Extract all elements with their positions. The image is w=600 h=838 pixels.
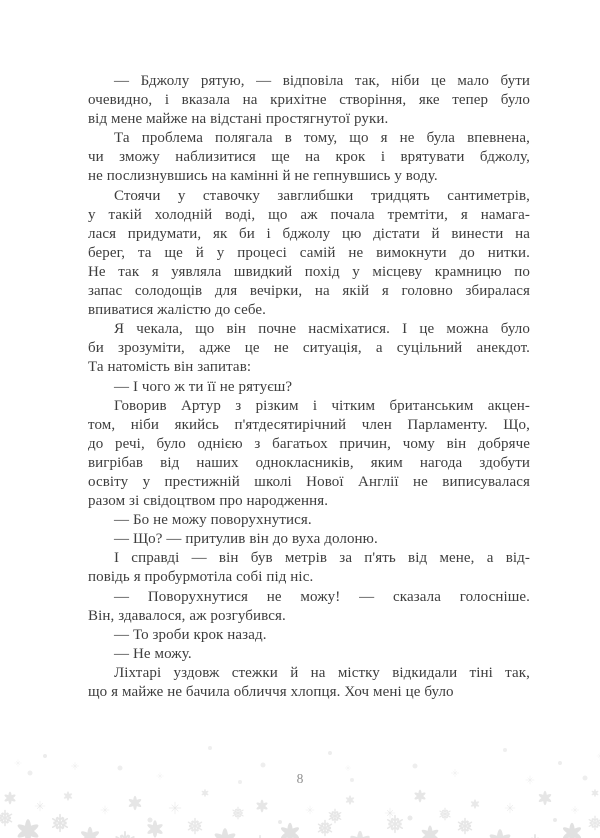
paragraph: [88, 588, 530, 626]
text-line: Та проблема полягала в тому, що я не була впевнена,: [114, 130, 530, 147]
paragraph: [88, 530, 530, 549]
snowflake-icon: [345, 795, 355, 805]
snowflake-icon: [538, 791, 552, 805]
text-line: вигрібав від наших однокласників, яким нагода здобути: [88, 454, 530, 471]
snowflake-icon: [470, 799, 480, 809]
text-line: повідь я пробурмотіла собі під ніс.: [88, 569, 314, 586]
text-line: у такій холодній воді, що аж почала тремтіти, я намага-: [88, 206, 530, 223]
snowflake-icon: [118, 766, 123, 771]
snowflake-ornament: [0, 738, 600, 838]
paragraph: [88, 129, 530, 186]
snowflake-icon: [317, 821, 332, 836]
snowflake-icon: [591, 789, 599, 797]
snowflake-icon: [115, 832, 135, 838]
text-line: — Бджолу рятую, — відповіла так, ніби це мало бути: [114, 73, 530, 89]
paragraph: [88, 626, 530, 645]
page-text-block: [88, 72, 530, 702]
snowflake-icon: [414, 790, 427, 803]
text-line: — Бо не можу поворухнутися.: [114, 512, 312, 529]
snowflake-icon: [306, 806, 314, 814]
text-line: берег, та ще й у процесі самій не вимокнути до нитки.: [88, 244, 530, 261]
snowflake-icon: [413, 764, 418, 769]
snowflake-icon: [16, 819, 40, 838]
snowflake-icon: [71, 762, 79, 770]
paragraph: [88, 397, 530, 512]
snowflake-icon: [187, 819, 202, 834]
text-line: лася придумати, як би і бджолу цю дістати й винести на: [88, 225, 530, 242]
snowflake-icon: [488, 829, 512, 838]
text-line: — Поворухнутися не можу! — сказала голосніше.: [114, 588, 530, 605]
text-line: — Що? — притулив він до вуха долоню.: [114, 531, 378, 548]
snowflake-icon: [278, 820, 282, 824]
snowflake-icon: [562, 823, 583, 838]
text-line: від мене майже на відстані простягнутої руки.: [88, 111, 389, 128]
snowflake-icon: [553, 818, 557, 822]
text-line: освіту у престижній школі Нової Англії не виписувалася: [88, 473, 530, 490]
text-line: Говорив Артур з різким і чітким британським акцен-: [114, 397, 530, 414]
snowflake-icon: [0, 811, 13, 826]
snowflake-icon: [261, 763, 266, 768]
text-line: Не так я уявляла швидкий похід у місцеву крамницю по: [88, 263, 530, 280]
snowflake-icon: [232, 807, 244, 819]
snowflake-icon: [201, 789, 209, 797]
paragraph: [88, 378, 530, 397]
snowflake-icon: [146, 820, 164, 837]
snowflake-icon: [15, 760, 22, 767]
snowflake-icon: [558, 761, 562, 765]
text-line: чи зможу наблизитися ще на крок і врятувати бджолу,: [88, 149, 530, 166]
snowflake-icon: [420, 826, 439, 838]
text-line: Я чекала, що він почне насміхатися. І це можна було: [114, 321, 530, 338]
paragraph: [88, 664, 530, 702]
snowflake-icon: [4, 792, 17, 805]
snowflake-icon: [571, 806, 579, 814]
paragraph: [88, 187, 530, 321]
text-line: впиватися жалістю до себе.: [88, 302, 266, 319]
snowflake-icon: [256, 800, 269, 813]
snowflake-icon: [208, 746, 212, 750]
paragraph: [88, 645, 530, 664]
text-line: Ліхтарі уздовж стежки й на містку відкидали тіні так,: [114, 664, 530, 681]
snowflake-icon: [349, 831, 371, 838]
snowflake-icon: [63, 791, 73, 801]
snowflake-icon: [148, 818, 153, 823]
text-line: Стоячи у ставочку завглибшки тридцять сантиметрів,: [114, 187, 530, 204]
snowflake-icon: [408, 816, 413, 821]
text-line: Та натомість він запитав:: [88, 359, 252, 376]
snowflake-icon: [43, 754, 47, 758]
text-line: разом зі свідоцтвом про народження.: [88, 493, 329, 510]
text-line: що я майже не бачила обличчя хлопця. Хоч мені це було: [88, 684, 454, 700]
text-line: Він, здавалося, аж розгубився.: [88, 607, 286, 624]
snowflake-icon: [280, 823, 301, 838]
text-line: І справді — він був метрів за п'ять від мене, а від-: [114, 550, 530, 567]
snowflake-icon: [80, 827, 101, 838]
snowflake-icon: [439, 808, 451, 820]
text-line: очевидно, і вказала на крихітне створіння, яке тепер було: [88, 92, 530, 109]
snowflake-icon: [385, 808, 395, 818]
text-line: би зрозуміти, адже це не ситуація, а суцільний анекдот.: [88, 340, 530, 357]
snowflake-icon: [101, 806, 109, 814]
text-line: — І чого ж ти її не рятуєш?: [114, 378, 293, 395]
paragraph: [88, 320, 530, 377]
paragraph: [88, 72, 530, 129]
snowflake-icon: [328, 751, 332, 755]
snowflake-icon: [503, 748, 507, 752]
page-number: 8: [296, 771, 304, 786]
text-line: — Не можу.: [114, 645, 192, 662]
snowflake-icon: [505, 803, 515, 813]
text-line: не послизнувшись на камінні й не гепнувшись у воду.: [88, 168, 438, 185]
text-line: — То зроби крок назад.: [114, 626, 267, 643]
snowflake-icon: [128, 796, 142, 810]
snowflake-icon: [457, 819, 472, 834]
snowflake-icon: [169, 802, 181, 814]
snowflake-icon: [387, 816, 404, 833]
paragraph: [88, 511, 530, 530]
snowflake-icon: [213, 828, 237, 838]
snowflake-icon: [328, 809, 342, 822]
paragraph: [88, 549, 530, 587]
text-line: до речі, було однією з багатьох причин, чому він добряче: [88, 435, 530, 452]
snowflake-icon: [588, 816, 600, 829]
text-line: том, ніби якийсь п'ятдесятирічний член Парламенту. Що,: [88, 416, 530, 433]
snowflake-icon: [52, 815, 69, 832]
text-line: запас солодощів для вечірки, на якій я головно збиралася: [88, 283, 530, 300]
snowflake-icon: [35, 801, 45, 811]
